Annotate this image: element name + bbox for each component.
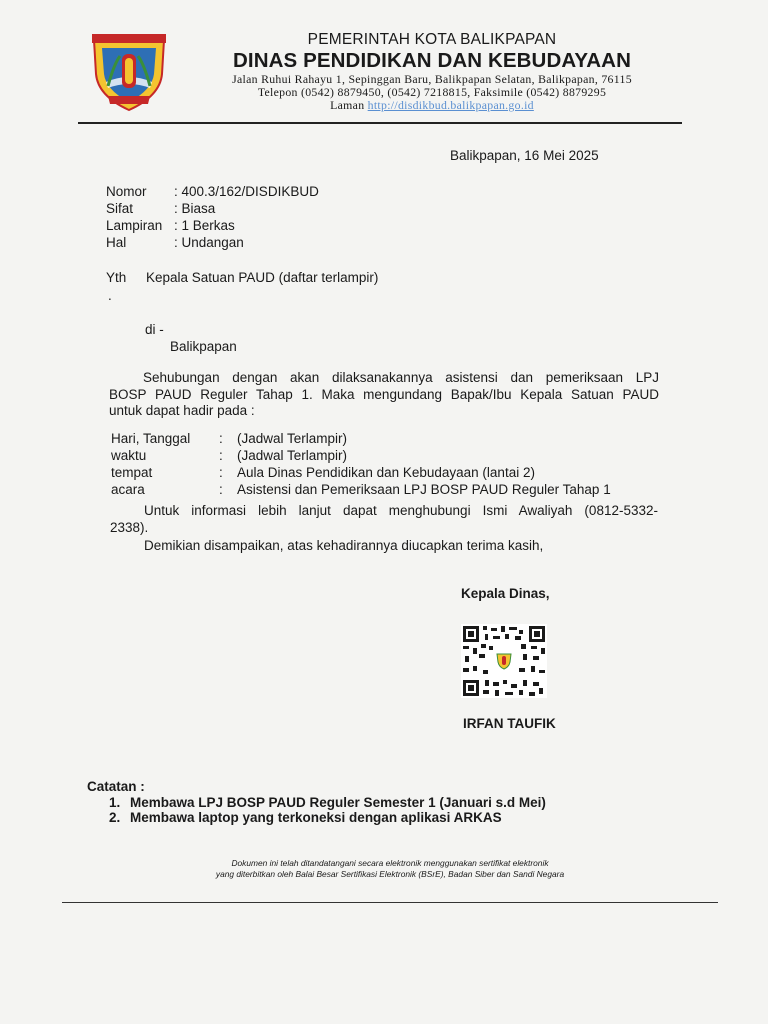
recipient-label: Yth (106, 270, 127, 285)
city-emblem-logo (86, 30, 172, 112)
meta-label: Sifat (106, 201, 134, 216)
schedule-label: acara (111, 482, 145, 497)
note-number: 2. (109, 810, 121, 825)
body-line: BOSP PAUD Reguler Tahap 1. Maka mengundang Bapak/Ibu Kepala Satuan PAUD (109, 386, 659, 402)
schedule-row (111, 481, 611, 498)
recipient-di: di - (145, 322, 164, 337)
cert-line: Dokumen ini telah ditandatangani secara elektronik menggunakan sertifikat elektronik (231, 858, 549, 868)
schedule-value: (Jadwal Terlampir) (237, 448, 348, 463)
department-name: DINAS PENDIDIKAN DAN KEBUDAYAAN (233, 49, 631, 72)
note-number: 1. (109, 795, 121, 810)
schedule-value: (Jadwal Terlampir) (237, 431, 348, 446)
body-line: untuk dapat hadir pada : (109, 403, 255, 418)
notes-section (87, 779, 546, 825)
recipient-line (106, 270, 378, 285)
notes-title: Catatan : (87, 779, 145, 794)
website-link[interactable]: http://disdikbud.balikpapan.go.id (367, 98, 534, 112)
website-label: Laman (330, 98, 365, 112)
schedule-colon: : (219, 465, 223, 480)
address-line: Jalan Ruhui Rahayu 1, Sepinggan Baru, Balikpapan Selatan, Balikpapan, 76115 (232, 72, 632, 86)
schedule-colon: : (219, 482, 223, 497)
meta-label: Nomor (106, 184, 147, 199)
contact-info (110, 502, 658, 536)
letter-meta (106, 183, 319, 251)
schedule-label: tempat (111, 465, 153, 480)
schedule-row (111, 464, 611, 481)
note-text: Membawa laptop yang terkoneksi dengan aplikasi ARKAS (130, 810, 502, 825)
website-line (192, 99, 672, 112)
phone-line: Telepon (0542) 8879450, (0542) 7218815, Faksimile (0542) 8879295 (257, 85, 607, 99)
meta-value: : 1 Berkas (174, 218, 235, 233)
notes-list (109, 795, 546, 825)
list-item (109, 810, 546, 825)
recipient-name: Kepala Satuan PAUD (daftar terlampir) (146, 270, 379, 285)
schedule-row (111, 430, 611, 447)
meta-row-nomor (106, 183, 319, 200)
meta-label: Hal (106, 235, 127, 250)
schedule-table (111, 430, 611, 498)
info-line: Untuk informasi lebih lanjut dapat menghubungi Ismi Awaliyah (0812-5332- (144, 503, 658, 518)
meta-row-lampiran (106, 217, 319, 234)
meta-value: : 400.3/162/DISDIKBUD (174, 184, 319, 199)
list-item (109, 795, 546, 810)
body-line: Sehubungan dengan akan dilaksanakannya asistensi dan pemeriksaan LPJ (143, 370, 659, 385)
letter-date: Balikpapan, 16 Mei 2025 (450, 148, 599, 163)
cert-line: yang diterbitkan oleh Balai Besar Sertifikasi Elektronik (BSrE), Badan Siber dan Sandi Negara (215, 869, 565, 879)
recipient-city: Balikpapan (170, 339, 237, 354)
signatory-name: IRFAN TAUFIK (463, 716, 556, 731)
schedule-value: Aula Dinas Pendidikan dan Kebudayaan (lantai 2) (237, 465, 535, 480)
meta-value: : Undangan (174, 235, 244, 250)
schedule-label: Hari, Tanggal (111, 431, 191, 446)
footer-divider (62, 902, 718, 903)
schedule-value: Asistensi dan Pemeriksaan LPJ BOSP PAUD Reguler Tahap 1 (237, 482, 611, 497)
e-signature-notice (160, 858, 620, 880)
schedule-colon: : (219, 448, 223, 463)
meta-label: Lampiran (106, 218, 163, 233)
recipient-dot: . (108, 288, 112, 303)
meta-row-sifat (106, 200, 319, 217)
letterhead-divider (78, 122, 682, 124)
info-line: 2338). (110, 520, 149, 535)
body-paragraph (109, 370, 659, 420)
meta-value: : Biasa (174, 201, 216, 216)
schedule-row (111, 447, 611, 464)
meta-row-hal (106, 234, 319, 251)
schedule-label: waktu (111, 448, 147, 463)
schedule-colon: : (219, 431, 223, 446)
government-name: PEMERINTAH KOTA BALIKPAPAN (307, 31, 557, 48)
letterhead (192, 31, 672, 112)
note-text: Membawa LPJ BOSP PAUD Reguler Semester 1 (Januari s.d Mei) (130, 795, 546, 810)
closing-line: Demikian disampaikan, atas kehadirannya diucapkan terima kasih, (144, 538, 544, 553)
signatory-title: Kepala Dinas, (461, 586, 550, 601)
qr-code-signature (461, 624, 547, 698)
